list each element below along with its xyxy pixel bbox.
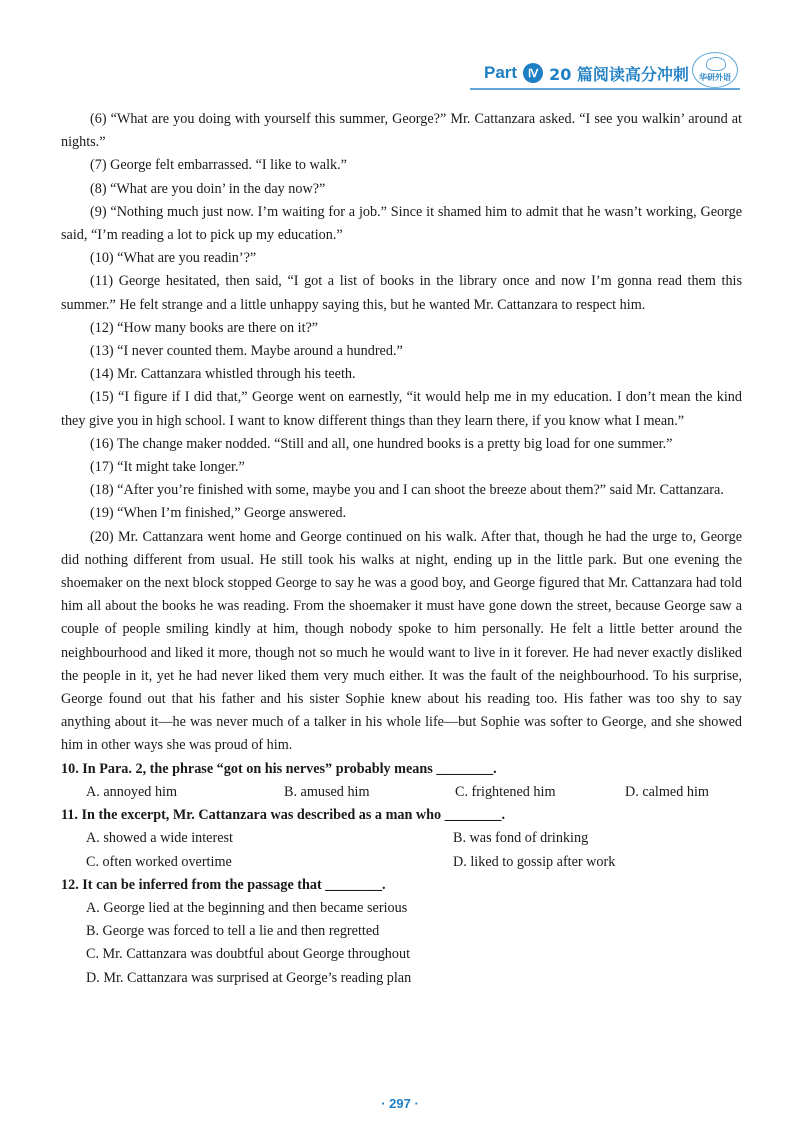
paragraph-19: (19) “When I’m finished,” George answered. [90,505,347,522]
paragraph-7: (7) George felt embarrassed. “I like to walk.” [90,157,347,174]
question-10-option-b: B. amused him [284,783,370,800]
paragraph-10: (10) “What are you readin’?” [90,250,257,267]
question-12-option-b: B. George was forced to tell a lie and then regretted [86,923,380,940]
question-10-option-d: D. calmed him [625,783,709,800]
question-11-stem: 11. In the excerpt, Mr. Cattanzara was described as a man who ________. [61,807,505,824]
question-10-options [61,781,742,804]
reading-passage [61,108,742,990]
question-10-option-a: A. annoyed him [86,783,178,800]
section-title: 20 篇阅读高分冲刺 [549,64,689,84]
paragraph-11: (11) George hesitated, then said, “I got a list of books in the library once and now I’m gonna read them this summer.” He felt strange and a little unhappy saying this, but he wanted Mr. Cattanzara to respect him. [61,273,742,313]
logo-text: 华研外语 [699,73,731,82]
header-rule [470,88,740,90]
question-11-option-c: C. often worked overtime [86,853,232,870]
part-number-badge: Ⅳ [523,63,543,83]
paragraph-15: (15) “I figure if I did that,” George went on earnestly, “it would help me in my education. I don’t mean the kind they give you in high school. I want to know different things than they learn there, if you know what I mean.” [61,389,742,429]
paragraph-13: (13) “I never counted them. Maybe around a hundred.” [90,343,403,360]
part-label: Part [484,63,518,82]
paragraph-14: (14) Mr. Cattanzara whistled through his teeth. [90,366,356,383]
question-12-option-d: D. Mr. Cattanzara was surprised at George’s reading plan [86,969,412,986]
question-12-stem: 12. It can be inferred from the passage that ________. [61,876,386,893]
question-11-option-d: D. liked to gossip after work [453,853,616,870]
question-11-options-row-2 [61,851,742,874]
question-12-option-c: C. Mr. Cattanzara was doubtful about George throughout [86,946,411,963]
question-11-options-row-1 [61,827,742,850]
paragraph-9: (9) “Nothing much just now. I’m waiting for a job.” Since it shamed him to admit that he wasn’t working, George said, “I’m reading a lot to pick up my education.” [61,203,742,244]
paragraph-17: (17) “It might take longer.” [90,459,245,476]
paragraph-16: (16) The change maker nodded. “Still and all, one hundred books is a pretty big load for one summer.” [90,435,673,452]
paragraph-6: (6) “What are you doing with yourself this summer, George?” Mr. Cattanzara asked. “I see you walkin’ around at nights.” [61,111,742,151]
page-number: · 297 · [381,1096,419,1111]
logo-face-icon [706,57,726,71]
question-12-option-a: A. George lied at the beginning and then became serious [86,899,408,916]
question-10-stem: 10. In Para. 2, the phrase “got on his nerves” probably means ________. [61,760,497,777]
paragraph-12: (12) “How many books are there on it?” [90,319,319,336]
paragraph-8: (8) “What are you doin’ in the day now?” [90,180,326,197]
paragraph-18: (18) “After you’re finished with some, maybe you and I can shoot the breeze about them?” said Mr. Cattanzara. [90,482,724,499]
header-title [484,60,689,86]
question-10-option-c: C. frightened him [455,783,556,800]
brand-logo-icon [692,52,738,88]
question-11-option-b: B. was fond of drinking [453,830,589,847]
question-11-option-a: A. showed a wide interest [86,830,233,847]
paragraph-20: (20) Mr. Cattanzara went home and George continued on his walk. After that, though he had the urge to, George did nothing different from usual. He still took his walks at night, ending up in the little park. But one evening the shoemaker on the next block stopped George to say he was a good boy, and George figured that Mr. Cattanzara had told him all about the books he was reading. From the shoemaker it must have gone down the street, because George saw a couple of people smiling kindly at him, though nobody spoke to him personally. He felt a little better around the neighbourhood and liked it more, though not so much he would want to live in it forever. He had never exactly disliked the people in it, yet he had never liked them very much either. It was the fault of the neighbourhood. To his surprise, George found out that his father and his sister Sophie knew about his reading too. His father was too shy to say anything about it—he was never much of a talker in his whole life—but Sophie was softer to George, and she showed him in other ways she was proud of him. [61,528,742,754]
page-header [0,0,800,100]
